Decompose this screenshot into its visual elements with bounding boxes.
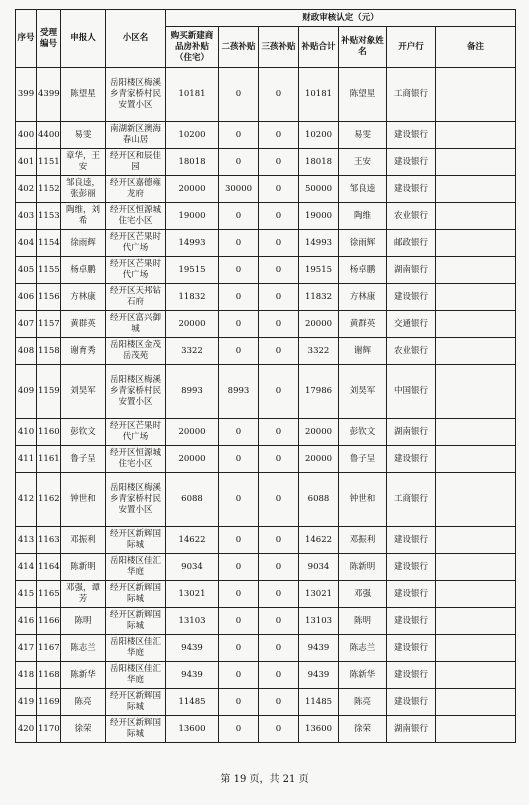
cell-remark [436,446,516,473]
cell-community: 经开区新辉国际城 [106,581,166,608]
table-row [16,716,516,743]
cell-remark [436,257,516,284]
table-row [16,473,516,527]
cell-payee: 鲁子呈 [339,446,387,473]
cell-second-child: 8993 [219,365,259,419]
cell-third-child: 0 [259,230,299,257]
cell-third-child: 0 [259,284,299,311]
cell-bank: 建设银行 [387,554,436,581]
table-row [16,68,516,122]
cell-purchase-subsidy: 13103 [166,608,219,635]
cell-applicant: 陈新明 [61,554,106,581]
cell-applicant: 刘昊军 [61,365,106,419]
cell-total: 9034 [299,554,339,581]
table-row [16,311,516,338]
cell-community: 经开区恒源城住宅小区 [106,446,166,473]
cell-applicant: 陈明 [61,608,106,635]
cell-community: 岳阳楼区佳汇华庭 [106,635,166,662]
cell-third-child: 0 [259,338,299,365]
table-row [16,419,516,446]
cell-bank: 工商银行 [387,473,436,527]
cell-community: 经开区新辉国际城 [106,716,166,743]
cell-total: 10200 [299,122,339,149]
cell-payee: 陈新明 [339,554,387,581]
cell-second-child: 0 [219,581,259,608]
cell-remark [436,176,516,203]
cell-accept-no: 1160 [37,419,61,446]
cell-seq: 401 [16,149,37,176]
cell-accept-no: 1159 [37,365,61,419]
cell-total: 19000 [299,203,339,230]
cell-seq: 407 [16,311,37,338]
cell-total: 13600 [299,716,339,743]
cell-payee: 陈望星 [339,68,387,122]
cell-applicant: 徐雨辉 [61,230,106,257]
table-row [16,608,516,635]
cell-seq: 417 [16,635,37,662]
header-total: 补贴合计 [299,27,339,68]
cell-community: 经开区和辰佳园 [106,149,166,176]
cell-seq: 411 [16,446,37,473]
cell-total: 14993 [299,230,339,257]
cell-accept-no: 1152 [37,176,61,203]
cell-remark [436,284,516,311]
cell-bank: 湖南银行 [387,419,436,446]
cell-seq: 415 [16,581,37,608]
cell-applicant: 陈新华 [61,662,106,689]
cell-bank: 工商银行 [387,68,436,122]
cell-accept-no: 1155 [37,257,61,284]
cell-purchase-subsidy: 19000 [166,203,219,230]
cell-payee: 陈亮 [339,689,387,716]
cell-remark [436,311,516,338]
cell-accept-no: 4399 [37,68,61,122]
cell-purchase-subsidy: 14622 [166,527,219,554]
cell-seq: 413 [16,527,37,554]
cell-payee: 彭钦文 [339,419,387,446]
cell-seq: 418 [16,662,37,689]
cell-total: 6088 [299,473,339,527]
cell-total: 50000 [299,176,339,203]
cell-remark [436,608,516,635]
cell-third-child: 0 [259,581,299,608]
cell-accept-no: 1169 [37,689,61,716]
cell-community: 经开区天邦钻石府 [106,284,166,311]
cell-total: 11485 [299,689,339,716]
cell-purchase-subsidy: 9034 [166,554,219,581]
cell-community: 岳阳楼区金茂岳茂苑 [106,338,166,365]
cell-total: 20000 [299,419,339,446]
cell-second-child: 0 [219,122,259,149]
cell-remark [436,716,516,743]
cell-remark [436,68,516,122]
table-row [16,230,516,257]
cell-second-child: 0 [219,203,259,230]
cell-accept-no: 1157 [37,311,61,338]
table-body [16,68,516,743]
cell-total: 18018 [299,149,339,176]
cell-community: 岳阳楼区梅溪乡青家桥村民安置小区 [106,68,166,122]
cell-accept-no: 1156 [37,284,61,311]
cell-purchase-subsidy: 20000 [166,446,219,473]
table-row [16,149,516,176]
cell-second-child: 0 [219,473,259,527]
cell-total: 10181 [299,68,339,122]
cell-accept-no: 1153 [37,203,61,230]
cell-second-child: 0 [219,608,259,635]
cell-community: 岳阳楼区梅溪乡青家桥村民安置小区 [106,473,166,527]
cell-total: 17986 [299,365,339,419]
cell-third-child: 0 [259,446,299,473]
cell-remark [436,230,516,257]
header-second-child: 二孩补贴 [219,27,259,68]
cell-applicant: 杨卓鹏 [61,257,106,284]
cell-community: 经开区富兴御城 [106,311,166,338]
table-row [16,365,516,419]
cell-bank: 建设银行 [387,608,436,635]
cell-applicant: 黄群英 [61,311,106,338]
cell-purchase-subsidy: 6088 [166,473,219,527]
cell-second-child: 0 [219,419,259,446]
cell-bank: 邮政银行 [387,230,436,257]
cell-second-child: 0 [219,716,259,743]
header-bank: 开户行 [387,27,436,68]
cell-accept-no: 1163 [37,527,61,554]
cell-purchase-subsidy: 14993 [166,230,219,257]
cell-community: 经开区新辉国际城 [106,689,166,716]
cell-accept-no: 1162 [37,473,61,527]
cell-remark [436,581,516,608]
table-row [16,284,516,311]
cell-payee: 陈明 [339,608,387,635]
cell-seq: 410 [16,419,37,446]
cell-seq: 402 [16,176,37,203]
cell-seq: 412 [16,473,37,527]
cell-second-child: 0 [219,527,259,554]
cell-applicant: 钟世和 [61,473,106,527]
cell-third-child: 0 [259,527,299,554]
cell-second-child: 0 [219,149,259,176]
cell-second-child: 0 [219,230,259,257]
cell-third-child: 0 [259,176,299,203]
cell-purchase-subsidy: 11832 [166,284,219,311]
table-row [16,635,516,662]
cell-third-child: 0 [259,554,299,581]
cell-community: 经开区新辉国际城 [106,608,166,635]
header-applicant: 申报人 [61,10,106,68]
cell-seq: 405 [16,257,37,284]
cell-seq: 414 [16,554,37,581]
cell-total: 9439 [299,662,339,689]
cell-total: 13103 [299,608,339,635]
cell-seq: 420 [16,716,37,743]
cell-purchase-subsidy: 3322 [166,338,219,365]
table-row [16,446,516,473]
cell-community: 岳阳楼区梅溪乡青家桥村民安置小区 [106,365,166,419]
cell-community: 经开区芒果时代广场 [106,419,166,446]
cell-accept-no: 1170 [37,716,61,743]
header-seq: 序号 [16,10,37,68]
cell-second-child: 0 [219,635,259,662]
cell-applicant: 徐荣 [61,716,106,743]
cell-third-child: 0 [259,473,299,527]
cell-total: 11832 [299,284,339,311]
cell-bank: 建设银行 [387,581,436,608]
cell-second-child: 0 [219,257,259,284]
cell-bank: 建设银行 [387,446,436,473]
cell-bank: 交通银行 [387,311,436,338]
cell-payee: 邓强 [339,581,387,608]
cell-third-child: 0 [259,608,299,635]
cell-purchase-subsidy: 20000 [166,419,219,446]
cell-bank: 建设银行 [387,689,436,716]
cell-seq: 408 [16,338,37,365]
cell-seq: 409 [16,365,37,419]
cell-bank: 建设银行 [387,284,436,311]
cell-community: 经开区嘉德雍龙府 [106,176,166,203]
cell-total: 20000 [299,446,339,473]
cell-third-child: 0 [259,635,299,662]
cell-community: 经开区恒源城住宅小区 [106,203,166,230]
cell-second-child: 0 [219,554,259,581]
cell-third-child: 0 [259,419,299,446]
cell-third-child: 0 [259,149,299,176]
cell-payee: 易雯 [339,122,387,149]
cell-purchase-subsidy: 20000 [166,176,219,203]
cell-payee: 陶维 [339,203,387,230]
cell-applicant: 邓振利 [61,527,106,554]
subsidy-table [15,9,516,743]
cell-accept-no: 1154 [37,230,61,257]
cell-payee: 邹良逵 [339,176,387,203]
table-row [16,257,516,284]
cell-bank: 建设银行 [387,122,436,149]
cell-total: 14622 [299,527,339,554]
cell-purchase-subsidy: 10200 [166,122,219,149]
header-third-child: 三孩补贴 [259,27,299,68]
cell-third-child: 0 [259,122,299,149]
cell-payee: 黄群英 [339,311,387,338]
cell-bank: 农业银行 [387,203,436,230]
cell-third-child: 0 [259,68,299,122]
cell-payee: 谢辉 [339,338,387,365]
cell-seq: 399 [16,68,37,122]
cell-applicant: 陈志兰 [61,635,106,662]
cell-seq: 416 [16,608,37,635]
cell-second-child: 0 [219,338,259,365]
cell-applicant: 陈亮 [61,689,106,716]
cell-accept-no: 1161 [37,446,61,473]
table-row [16,176,516,203]
table-row [16,203,516,230]
cell-community: 岳阳楼区佳汇华庭 [106,554,166,581]
table-row [16,581,516,608]
cell-seq: 403 [16,203,37,230]
cell-third-child: 0 [259,662,299,689]
cell-second-child: 0 [219,311,259,338]
cell-total: 13021 [299,581,339,608]
cell-remark [436,689,516,716]
table-row [16,527,516,554]
cell-second-child: 0 [219,446,259,473]
cell-purchase-subsidy: 20000 [166,311,219,338]
cell-applicant: 陶维，刘希 [61,203,106,230]
cell-applicant: 陈望星 [61,68,106,122]
cell-accept-no: 1158 [37,338,61,365]
cell-applicant: 鲁子呈 [61,446,106,473]
cell-accept-no: 1167 [37,635,61,662]
cell-community: 经开区芒果时代广场 [106,230,166,257]
page-number: 第 19 页，共 21 页 [220,774,309,785]
cell-remark [436,338,516,365]
cell-purchase-subsidy: 13021 [166,581,219,608]
table-row [16,689,516,716]
cell-third-child: 0 [259,257,299,284]
cell-purchase-subsidy: 19515 [166,257,219,284]
cell-applicant: 易雯 [61,122,106,149]
header-finance-group: 财政审核认定（元） [166,10,516,27]
cell-total: 19515 [299,257,339,284]
cell-second-child: 30000 [219,176,259,203]
cell-community: 南湖新区澳海春山居 [106,122,166,149]
cell-remark [436,527,516,554]
cell-remark [436,122,516,149]
cell-second-child: 0 [219,689,259,716]
cell-bank: 建设银行 [387,176,436,203]
cell-accept-no: 1168 [37,662,61,689]
cell-total: 9439 [299,635,339,662]
cell-seq: 419 [16,689,37,716]
cell-accept-no: 4400 [37,122,61,149]
cell-payee: 徐雨辉 [339,230,387,257]
cell-bank: 农业银行 [387,338,436,365]
cell-community: 经开区芒果时代广场 [106,257,166,284]
cell-purchase-subsidy: 18018 [166,149,219,176]
table-row [16,122,516,149]
cell-applicant: 方林康 [61,284,106,311]
cell-applicant: 邹良逵，张彭丽 [61,176,106,203]
cell-bank: 建设银行 [387,662,436,689]
cell-remark [436,473,516,527]
cell-total: 20000 [299,311,339,338]
cell-applicant: 谢育秀 [61,338,106,365]
cell-second-child: 0 [219,284,259,311]
cell-payee: 陈志兰 [339,635,387,662]
header-accept-no: 受理编号 [37,10,61,68]
table-row [16,662,516,689]
cell-purchase-subsidy: 9439 [166,635,219,662]
header-community: 小区名 [106,10,166,68]
cell-seq: 400 [16,122,37,149]
cell-seq: 404 [16,230,37,257]
cell-second-child: 0 [219,68,259,122]
cell-accept-no: 1166 [37,608,61,635]
cell-applicant: 章华，王安 [61,149,106,176]
cell-payee: 陈新华 [339,662,387,689]
cell-seq: 406 [16,284,37,311]
cell-third-child: 0 [259,716,299,743]
cell-purchase-subsidy: 10181 [166,68,219,122]
cell-third-child: 0 [259,689,299,716]
cell-bank: 中国银行 [387,365,436,419]
cell-purchase-subsidy: 9439 [166,662,219,689]
cell-community: 经开区新辉国际城 [106,527,166,554]
cell-community: 岳阳楼区佳汇华庭 [106,662,166,689]
cell-payee: 王安 [339,149,387,176]
cell-payee: 徐荣 [339,716,387,743]
cell-remark [436,203,516,230]
cell-payee: 杨卓鹏 [339,257,387,284]
cell-remark [436,365,516,419]
cell-remark [436,149,516,176]
table-row [16,554,516,581]
cell-third-child: 0 [259,311,299,338]
cell-purchase-subsidy: 13600 [166,716,219,743]
cell-applicant: 邓强，谭芳 [61,581,106,608]
cell-accept-no: 1164 [37,554,61,581]
header-payee: 补贴对象姓名 [339,27,387,68]
cell-second-child: 0 [219,662,259,689]
header-remark: 备注 [436,27,516,68]
cell-bank: 建设银行 [387,527,436,554]
cell-remark [436,662,516,689]
table-row [16,338,516,365]
cell-purchase-subsidy: 11485 [166,689,219,716]
cell-third-child: 0 [259,365,299,419]
cell-applicant: 彭钦文 [61,419,106,446]
cell-accept-no: 1151 [37,149,61,176]
cell-payee: 钟世和 [339,473,387,527]
cell-bank: 湖南银行 [387,257,436,284]
cell-bank: 建设银行 [387,635,436,662]
cell-payee: 邓振利 [339,527,387,554]
cell-remark [436,554,516,581]
cell-remark [436,635,516,662]
cell-bank: 建设银行 [387,149,436,176]
cell-payee: 方林康 [339,284,387,311]
cell-purchase-subsidy: 8993 [166,365,219,419]
cell-total: 3322 [299,338,339,365]
cell-payee: 刘昊军 [339,365,387,419]
cell-bank: 湖南银行 [387,716,436,743]
cell-third-child: 0 [259,203,299,230]
cell-accept-no: 1165 [37,581,61,608]
cell-remark [436,419,516,446]
header-purchase-subsidy: 购买新建商品房补贴（住宅） [166,27,219,68]
